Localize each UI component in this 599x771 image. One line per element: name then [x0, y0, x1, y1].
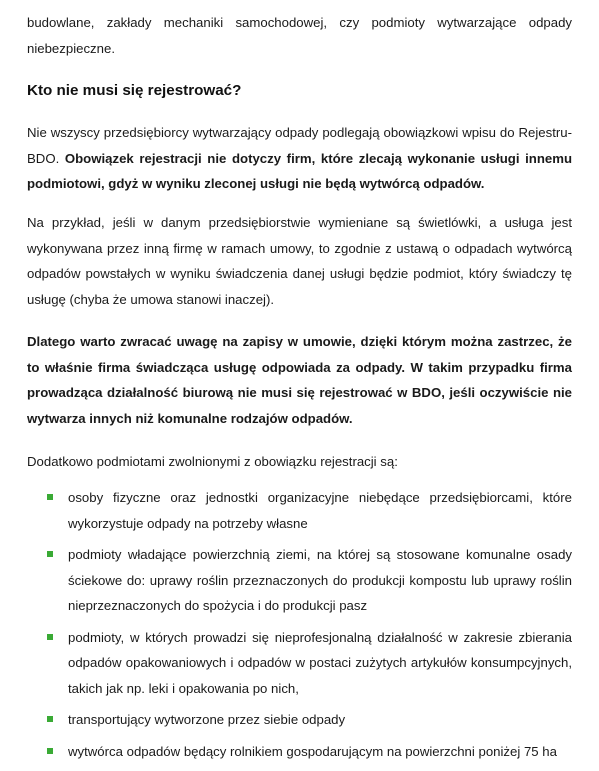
list-item-text: osoby fizyczne oraz jednostki organizacyjne niebędące przedsiębiorcami, które wykorzystuje odpady na potrzeby własne: [68, 490, 572, 531]
paragraph-contract-advice: Dlatego warto zwracać uwagę na zapisy w umowie, dzięki którym można zastrzec, że to właśnie firma świadcząca usługę odpowiada za odpady. W takim przypadku firma prowadząca działalność biurową nie musi się rejestrować w BDO, jeśli oczywiście nie wytwarza innych niż komunalne rodzajów odpadów.: [27, 334, 572, 426]
green-square-bullet-icon: [47, 551, 53, 557]
list-item-text: podmioty, w których prowadzi się nieprofesjonalną działalność w zakresie zbierania odpadów opakowaniowych i odpadów w postaci zużytych artykułów konsumpcyjnych, takich jak np. leki i opakowania po nich,: [68, 629, 572, 696]
section-heading: Kto nie musi się rejestrować?: [27, 82, 242, 99]
intro-paragraph: budowlane, zakłady mechaniki samochodowej, czy podmioty wytwarzające odpady niebezpieczne.: [27, 15, 572, 56]
list-item: [27, 739, 572, 765]
paragraph-exemptions-intro: Dodatkowo podmiotami zwolnionymi z obowiązku rejestracji są:: [27, 454, 398, 469]
list-item: [27, 625, 572, 702]
paragraph-bold-text: Obowiązek rejestracji nie dotyczy firm, które zlecają wykonanie usługi innemu podmiotowi, gdyż w wyniku zleconej usługi nie będą wytwórcą odpadów.: [27, 150, 572, 191]
paragraph-example: Na przykład, jeśli w danym przedsiębiorstwie wymieniane są świetlówki, a usługa jest wykonywana przez inną firmę w ramach umowy, to zgodnie z ustawą o odpadach wytwórcą odpadów powstałych w wyniku świadczenia danej usługi będzie podmiot, który świadczy tę usługę (chyba że umowa stanowi inaczej).: [27, 215, 572, 307]
green-square-bullet-icon: [47, 494, 53, 500]
green-square-bullet-icon: [47, 748, 53, 754]
green-square-bullet-icon: [47, 634, 53, 640]
list-item-text: podmioty władające powierzchnią ziemi, na której są stosowane komunalne osady ściekowe do: uprawy roślin przeznaczonych do produkcji kompostu lub uprawy roślin nieprzeznaczonych do spożycia i do produkcji pasz: [68, 547, 572, 613]
paragraph-registration-scope: [27, 120, 572, 197]
list-item: [27, 542, 572, 619]
list-item-text: transportujący wytworzone przez siebie odpady: [68, 712, 346, 727]
green-square-bullet-icon: [47, 716, 53, 722]
list-item-text: wytwórca odpadów będący rolnikiem gospodarującym na powierzchni poniżej 75 ha: [68, 743, 557, 759]
list-item: [27, 485, 572, 536]
exemptions-list: [27, 485, 572, 770]
list-item: [27, 707, 572, 733]
paragraph-text: Nie wszyscy przedsiębiorcy wytwarzający odpady podlegają obowiązkowi wpisu do Rejestru-BDO.: [27, 125, 572, 166]
